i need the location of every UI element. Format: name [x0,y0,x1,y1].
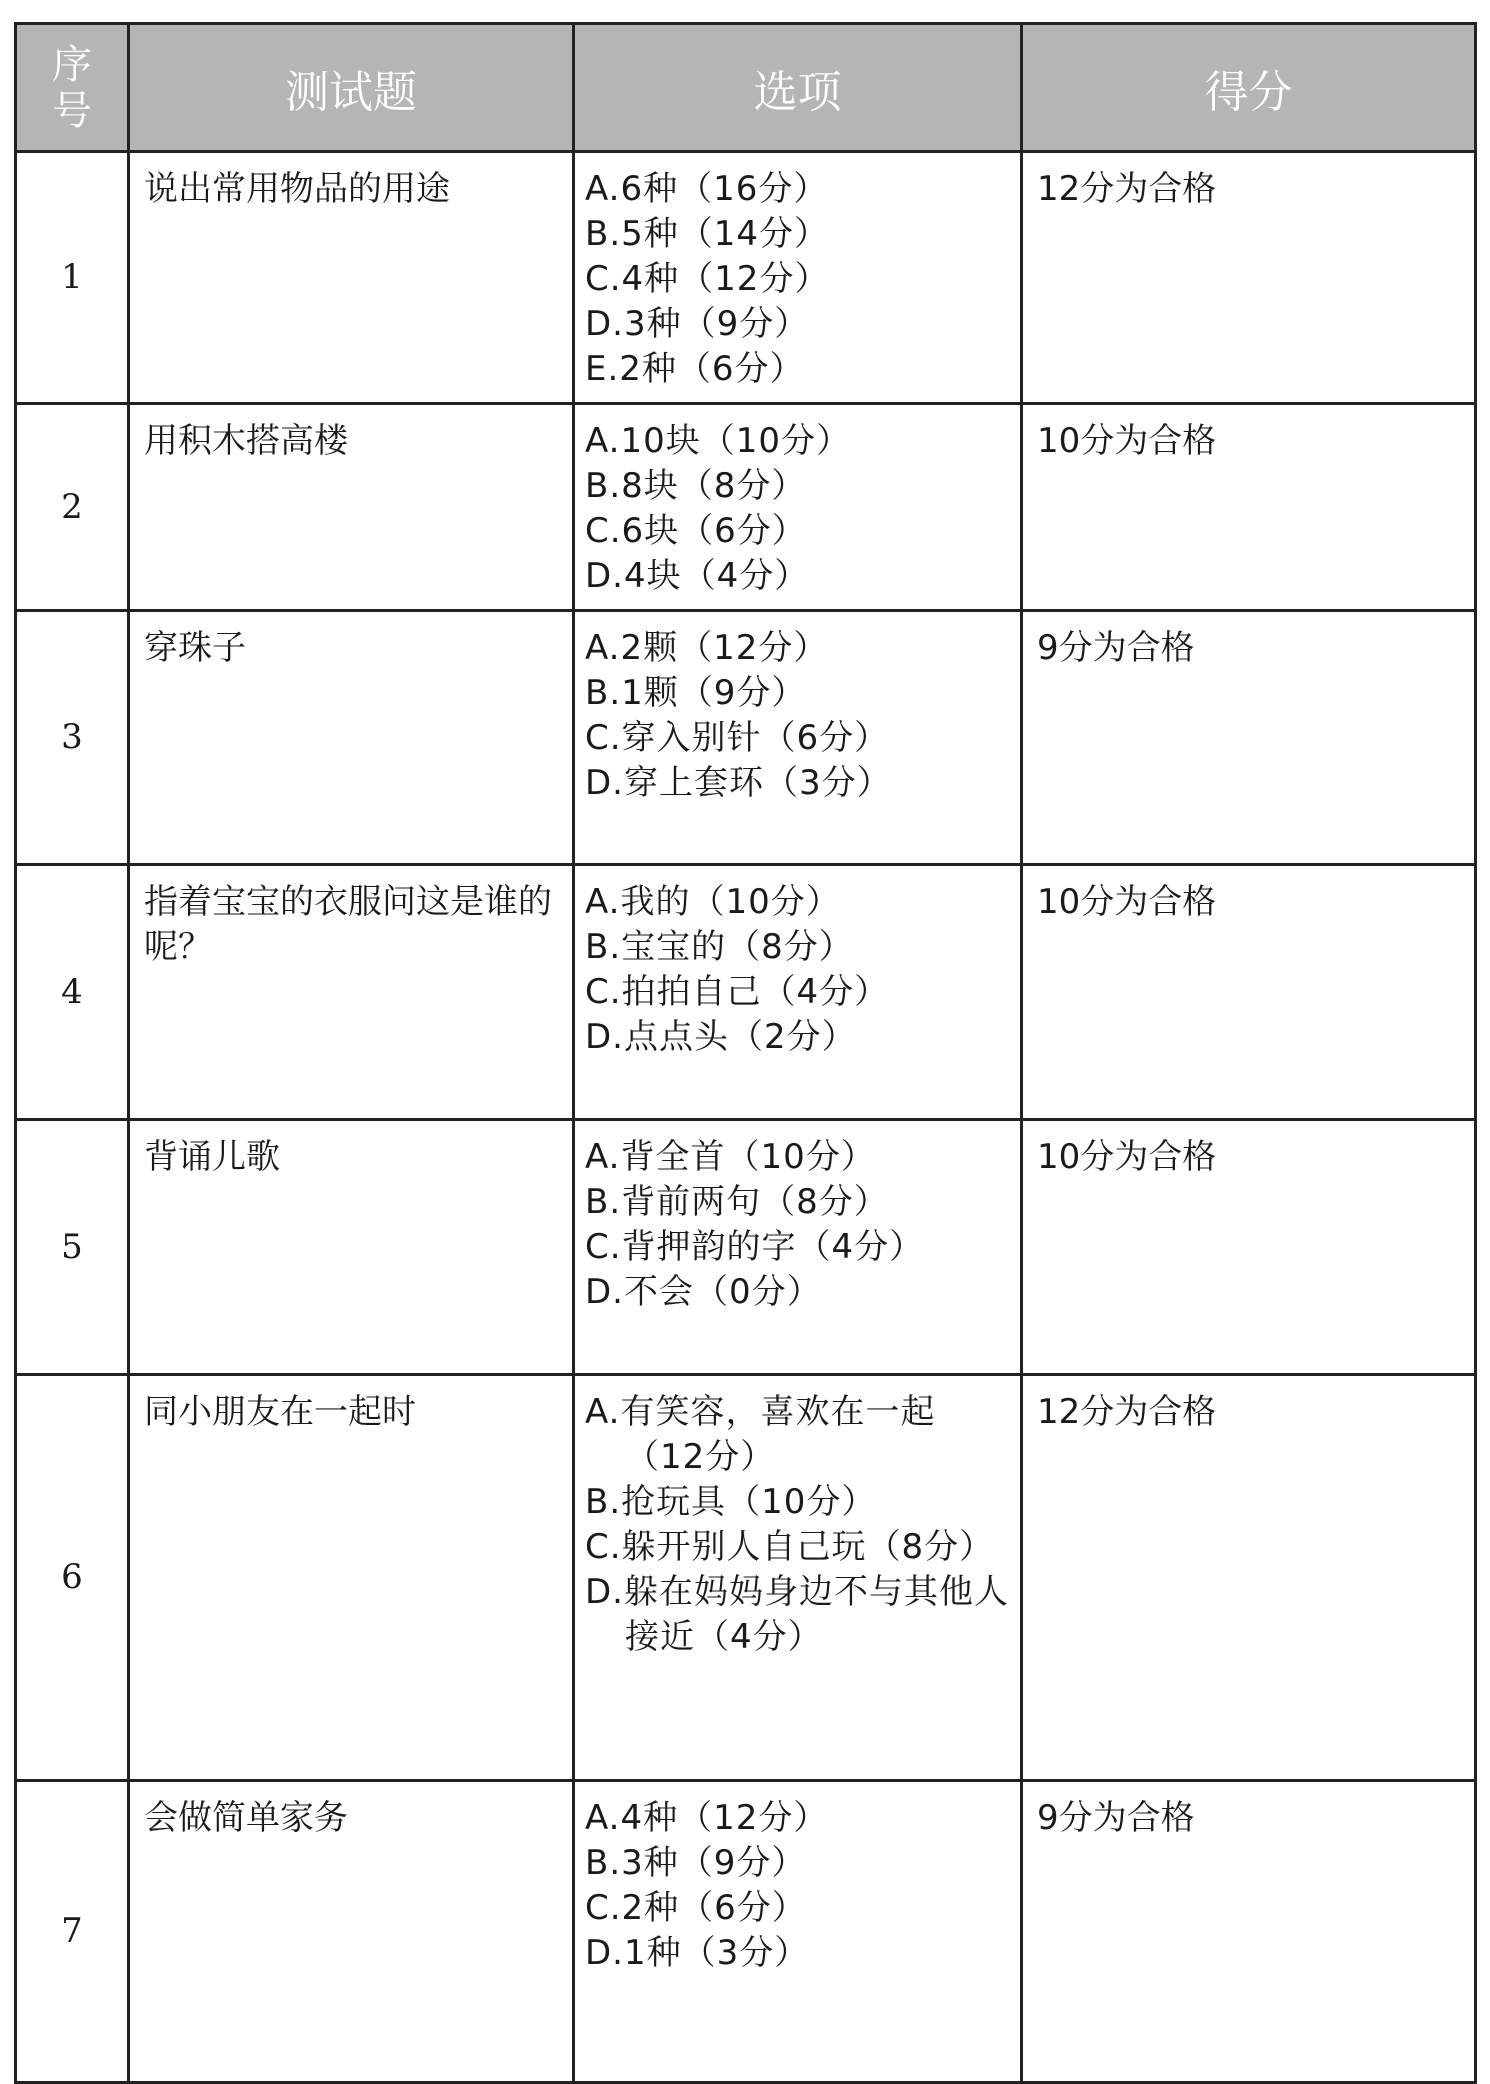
option-item: D.3种（9分） [585,304,810,344]
option-item: C.拍拍自己（4分） [585,972,890,1012]
row-number: 6 [16,1375,129,1781]
options-cell [574,1781,1022,2083]
options-cell [574,611,1022,865]
option-item: A.我的（10分） [585,882,841,922]
option-item: A.4种（12分） [585,1798,829,1838]
option-item: C.2种（6分） [585,1888,807,1928]
question-cell: 背诵儿歌 [129,1120,574,1375]
question-cell: 同小朋友在一起时 [129,1375,574,1781]
option-item: C.穿入别针（6分） [585,718,890,758]
option-item: E.2种（6分） [585,349,805,389]
option-item: C.4种（12分） [585,259,830,299]
header-options: 选项 [574,24,1022,152]
score-cell: 12分为合格 [1022,152,1476,404]
table-row [16,404,1476,611]
score-cell: 10分为合格 [1022,865,1476,1120]
option-item: A.背全首（10分） [585,1137,876,1177]
question-cell: 指着宝宝的衣服问这是谁的呢？ [129,865,574,1120]
assessment-table [14,22,1477,2084]
option-item: D.不会（0分） [585,1272,822,1312]
option-item: C.躲开别人自己玩（8分） [585,1527,995,1567]
row-number: 7 [16,1781,129,2083]
option-item: D.穿上套环（3分） [585,763,892,803]
option-item: D.躲在妈妈身边不与其他人接近（4分） [585,1572,1009,1657]
option-item: B.8块（8分） [585,466,807,506]
header-question: 测试题 [129,24,574,152]
table-row [16,1375,1476,1781]
option-item: B.抢玩具（10分） [585,1482,877,1522]
option-item: B.1颗（9分） [585,673,807,713]
option-item: B.背前两句（8分） [585,1182,889,1222]
table-row [16,865,1476,1120]
option-item: A.2颗（12分） [585,628,829,668]
table-row [16,1120,1476,1375]
table-row [16,611,1476,865]
options-cell [574,1120,1022,1375]
question-cell: 穿珠子 [129,611,574,865]
header-row [16,24,1476,152]
score-cell: 10分为合格 [1022,404,1476,611]
options-cell [574,1375,1022,1781]
table-row [16,1781,1476,2083]
row-number: 4 [16,865,129,1120]
option-item: A.6种（16分） [585,169,829,209]
option-item: A.10块（10分） [585,421,851,461]
option-item: C.6块（6分） [585,511,807,551]
option-item: D.点点头（2分） [585,1017,857,1057]
option-item: D.1种（3分） [585,1933,810,1973]
option-item: A.有笑容，喜欢在一起（12分） [585,1392,936,1477]
options-cell [574,865,1022,1120]
header-score: 得分 [1022,24,1476,152]
row-number: 3 [16,611,129,865]
question-cell: 会做简单家务 [129,1781,574,2083]
option-item: B.3种（9分） [585,1843,807,1883]
question-cell: 用积木搭高楼 [129,404,574,611]
table-row [16,152,1476,404]
option-item: B.5种（14分） [585,214,830,254]
score-cell: 9分为合格 [1022,1781,1476,2083]
option-item: C.背押韵的字（4分） [585,1227,925,1267]
options-cell [574,404,1022,611]
row-number: 1 [16,152,129,404]
row-number: 2 [16,404,129,611]
option-item: B.宝宝的（8分） [585,927,854,967]
row-number: 5 [16,1120,129,1375]
option-item: D.4块（4分） [585,556,810,596]
options-cell [574,152,1022,404]
question-cell: 说出常用物品的用途 [129,152,574,404]
score-cell: 12分为合格 [1022,1375,1476,1781]
score-cell: 10分为合格 [1022,1120,1476,1375]
score-cell: 9分为合格 [1022,611,1476,865]
header-number: 序号 [16,24,129,152]
